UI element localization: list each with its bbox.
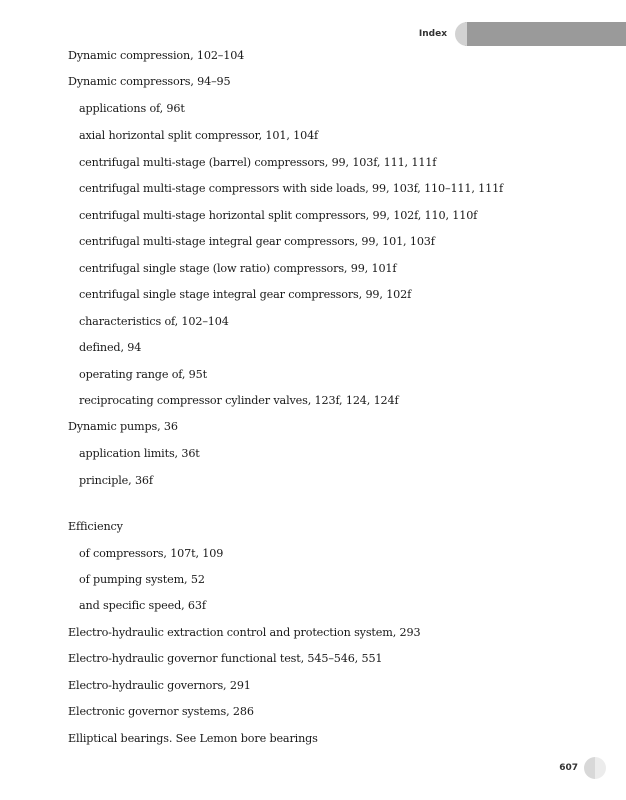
- index-subentry: of compressors, 107t, 109: [79, 547, 224, 560]
- index-subentry: characteristics of, 102–104: [79, 315, 229, 328]
- header-bar: [465, 22, 626, 46]
- index-subentry: centrifugal multi-stage integral gear compressors, 99, 101, 103f: [79, 235, 435, 248]
- footer-tab-marker: [584, 757, 606, 779]
- running-header: Index: [418, 29, 447, 39]
- index-subentry: and specific speed, 63f: [79, 599, 206, 612]
- index-entry: Dynamic compressors, 94–95: [68, 75, 231, 88]
- index-subentry: centrifugal single stage (low ratio) compressors, 99, 101f: [79, 262, 397, 275]
- index-subentry: centrifugal multi-stage horizontal split compressors, 99, 102f, 110, 110f: [79, 209, 478, 222]
- index-entry: Electro-hydraulic extraction control and protection system, 293: [68, 626, 421, 639]
- index-subentry: axial horizontal split compressor, 101, 104f: [79, 129, 319, 142]
- index-entry: Electro-hydraulic governors, 291: [68, 679, 251, 692]
- page-number: 607: [559, 763, 578, 773]
- index-entry: Electro-hydraulic governor functional test, 545–546, 551: [68, 652, 383, 665]
- index-subentry: application limits, 36t: [79, 447, 200, 460]
- index-entry: Efficiency: [68, 520, 123, 533]
- index-subentry: of pumping system, 52: [79, 573, 205, 586]
- index-subentry: defined, 94: [79, 341, 142, 354]
- index-subentry: reciprocating compressor cylinder valves, 123f, 124, 124f: [79, 394, 399, 407]
- index-subentry: centrifugal multi-stage compressors with side loads, 99, 103f, 110–111, 111f: [79, 182, 504, 195]
- index-subentry: centrifugal multi-stage (barrel) compressors, 99, 103f, 111, 111f: [79, 156, 437, 169]
- index-entry: Elliptical bearings. See Lemon bore bearings: [68, 732, 318, 745]
- index-entry: Dynamic compression, 102–104: [68, 49, 245, 62]
- index-subentry: principle, 36f: [79, 474, 153, 487]
- index-entry: Dynamic pumps, 36: [68, 420, 178, 433]
- index-entry: Electronic governor systems, 286: [68, 705, 254, 718]
- index-subentry: operating range of, 95t: [79, 368, 207, 381]
- index-subentry: centrifugal single stage integral gear compressors, 99, 102f: [79, 288, 412, 301]
- index-subentry: applications of, 96t: [79, 102, 185, 115]
- header-tab-marker: [455, 22, 479, 46]
